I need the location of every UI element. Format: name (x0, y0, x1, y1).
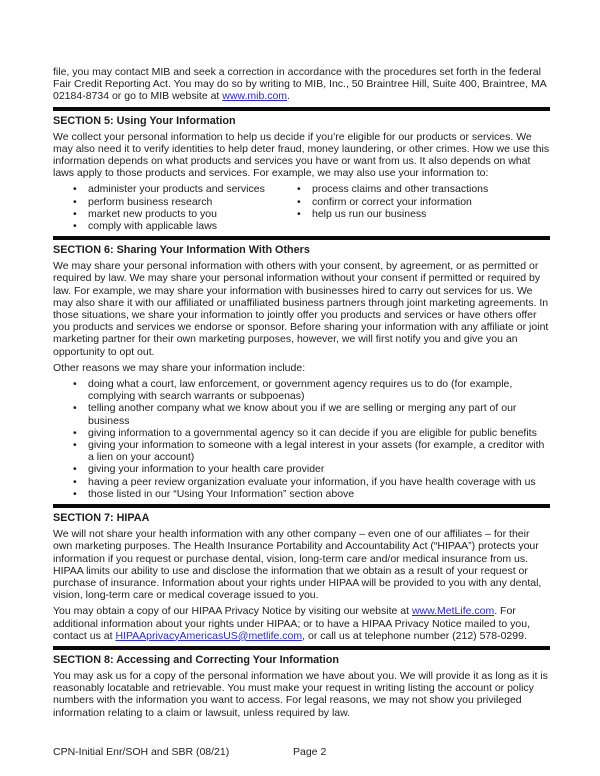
section5-bullet-columns (53, 183, 550, 232)
bullet-item: • process claims and other transactions (277, 183, 550, 195)
continuation-paragraph (53, 66, 550, 103)
section5-bullets-right (277, 183, 550, 232)
hipaa-privacy-email-link[interactable]: HIPAAprivacyAmericasUS@metlife.com (115, 629, 303, 642)
footer-page-number: Page 2 (293, 746, 327, 758)
section7-text-before-metlife-link: You may obtain a copy of our HIPAA Privacy Notice by visiting our website at (53, 605, 412, 618)
section6-title: SECTION 6: Sharing Your Information With Others (53, 244, 310, 257)
bullet-item: • giving information to a governmental agency so it can decide if you are eligible for public benefits (53, 427, 550, 439)
metlife-website-link[interactable]: www.MetLife.com (411, 605, 495, 618)
section6-divider-rule (53, 236, 550, 240)
mib-website-link[interactable]: www.mib.com (222, 90, 288, 103)
footer-form-number: CPN-Initial Enr/SOH and SBR (08/21) (53, 746, 230, 758)
continuation-text-after-link: . (287, 90, 290, 103)
bullet-item: • perform business research (53, 196, 277, 208)
bullet-item: • doing what a court, law enforcement, or government agency requires us to do (for example, complying with search warrants or subpoenas) (53, 378, 550, 402)
section8-body-paragraph: You may ask us for a copy of the personal information we have about you. We will provide it as long as it is reasonably locatable and retrievable. You must make your request in writing listing the account or policy numbers with the information you want to access. For legal reasons, we may not show you privileged information relating to a claim or lawsuit, unless required by law. (53, 669, 548, 719)
page-footer (53, 746, 550, 758)
section7-divider-rule (53, 504, 550, 508)
section7-paragraph-2 (53, 605, 550, 642)
bullet-item: • giving your information to someone with a legal interest in your assets (for example, a creditor with a lien on your account) (53, 439, 550, 463)
section7-text-after-links: , or call us at telephone number (212) 578-0299. (302, 629, 527, 642)
section5-divider-rule (53, 107, 550, 111)
bullet-item: • help us run our business (277, 208, 550, 220)
section8-divider-rule (53, 646, 550, 650)
bullet-item: • giving your information to your health care provider (53, 463, 550, 475)
section7-paragraph-1: We will not share your health information with any other company – even one of our affiliates – for their own marketing purposes. The Health Insurance Portability and Accountability Act (“HIPAA”) protects your information if you request or purchase dental, vision, long-term care and/or medical insurance from us. HIPAA limits our ability to use and disclose the information that we obtain as a result of your request or purchase of insurance. Information about your rights under HIPAA will be provided to you with any dental, vision, long-term care or medical coverage issued to you. (53, 528, 542, 602)
section7-text-between-links: . For additional information about your rights under HIPAA; or to have a HIPAA Privacy Notice mailed to you, contact us at (53, 605, 531, 642)
bullet-item: • comply with applicable laws (53, 220, 277, 232)
bullet-item: • those listed in our “Using Your Information” section above (53, 488, 550, 500)
bullet-item: • telling another company what we know about you if we are selling or merging any part of our business (53, 402, 550, 426)
section6-bullet-list (53, 378, 550, 500)
section6-other-reasons-lead: Other reasons we may share your information include: (53, 361, 306, 374)
section5-title: SECTION 5: Using Your Information (53, 114, 236, 127)
bullet-item: • confirm or correct your information (277, 196, 550, 208)
section8-title: SECTION 8: Accessing and Correcting Your Information (53, 653, 339, 666)
bullet-item: • having a peer review organization evaluate your information, if you have health coverage with us (53, 476, 550, 488)
section5-intro-paragraph: We collect your personal information to help us decide if you’re eligible for our products or services. We may also need it to verify identities to help deter fraud, money laundering, or other crimes. How we use this information depends on what products and services you have or want from us. It also depends on what laws apply to those products and services. For example, we may also use your information to: (53, 130, 550, 180)
section5-bullets-left (53, 183, 277, 232)
section7-title: SECTION 7: HIPAA (53, 512, 150, 525)
continuation-text-before-link: file, you may contact MIB and seek a correction in accordance with the procedures set forth in the federal Fair Credit Reporting Act. You may do so by writing to MIB, Inc., 50 Braintree Hill, Suite 400, Braintree, MA 02184-8734 or go to MIB website at (53, 66, 547, 103)
bullet-item: • market new products to you (53, 208, 277, 220)
bullet-item: • administer your products and services (53, 183, 277, 195)
section6-intro-paragraph: We may share your personal information with others with your consent, by agreement, or as permitted or required by law. We may share your personal information without your consent if permitted or required by law. For example, we may share your information with businesses hired to carry out services for us. We may also share it with our affiliated or unaffiliated business partners through joint marketing agreements. In those situations, we share your information to jointly offer you products and services or have others offer you products and services we endorse or sponsor. Before sharing your information with any affiliate or joint marketing partner for their own marketing purposes, however, we will first notify you and give you an opportunity to opt out. (53, 260, 549, 358)
